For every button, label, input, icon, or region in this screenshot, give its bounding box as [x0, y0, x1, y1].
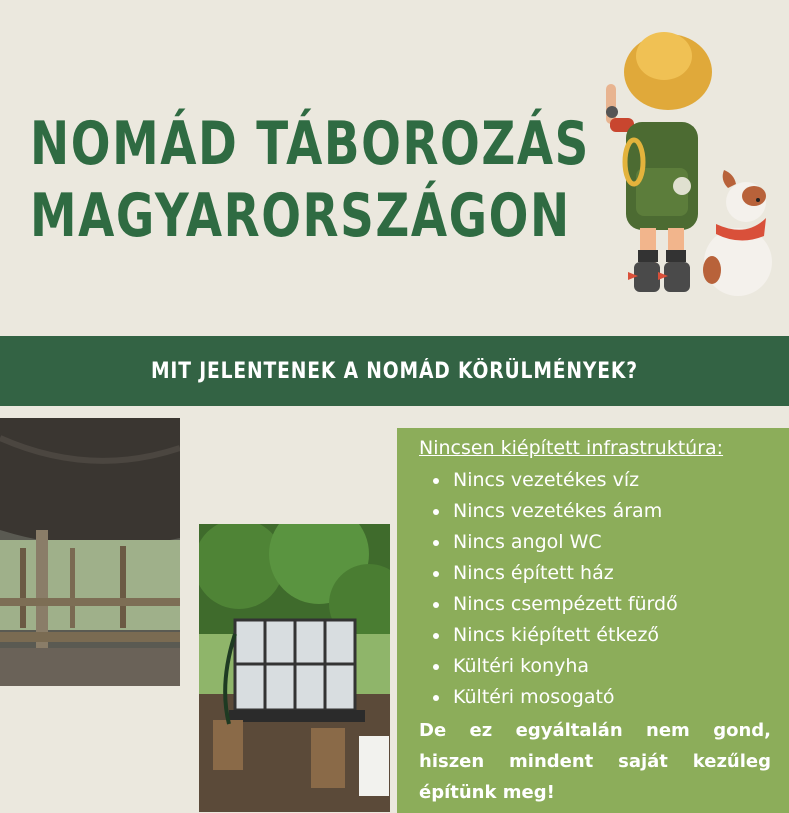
list-item: Nincs épített ház	[419, 558, 771, 589]
list-item: Kültéri konyha	[419, 651, 771, 682]
scout-girl-with-dog-illustration	[590, 22, 775, 302]
title-line-1: NOMÁD TÁBOROZÁS	[30, 109, 590, 179]
list-item: Nincs vezetékes áram	[419, 496, 771, 527]
section-banner	[0, 336, 789, 406]
banner-heading: MIT JELENTENEK A NOMÁD KÖRÜLMÉNYEK?	[151, 358, 638, 384]
title-line-2: MAGYARORSZÁGON	[30, 181, 571, 251]
list-item: Nincs kiépített étkező	[419, 620, 771, 651]
list-item: Nincs csempézett fürdő	[419, 589, 771, 620]
list-item: Kültéri mosogató	[419, 682, 771, 713]
panel-heading: Nincsen kiépített infrastruktúra:	[419, 437, 724, 459]
page-title	[30, 108, 590, 252]
infrastructure-panel	[397, 428, 789, 813]
closing-statement: De ez egyáltalán nem gond, hiszen mindent saját kezűleg építünk meg!	[419, 720, 771, 803]
list-item: Nincs angol WC	[419, 527, 771, 558]
camp-tent-photo	[0, 418, 180, 686]
infrastructure-list	[419, 465, 771, 713]
list-item: Nincs vezetékes víz	[419, 465, 771, 496]
water-tank-photo	[199, 524, 390, 812]
